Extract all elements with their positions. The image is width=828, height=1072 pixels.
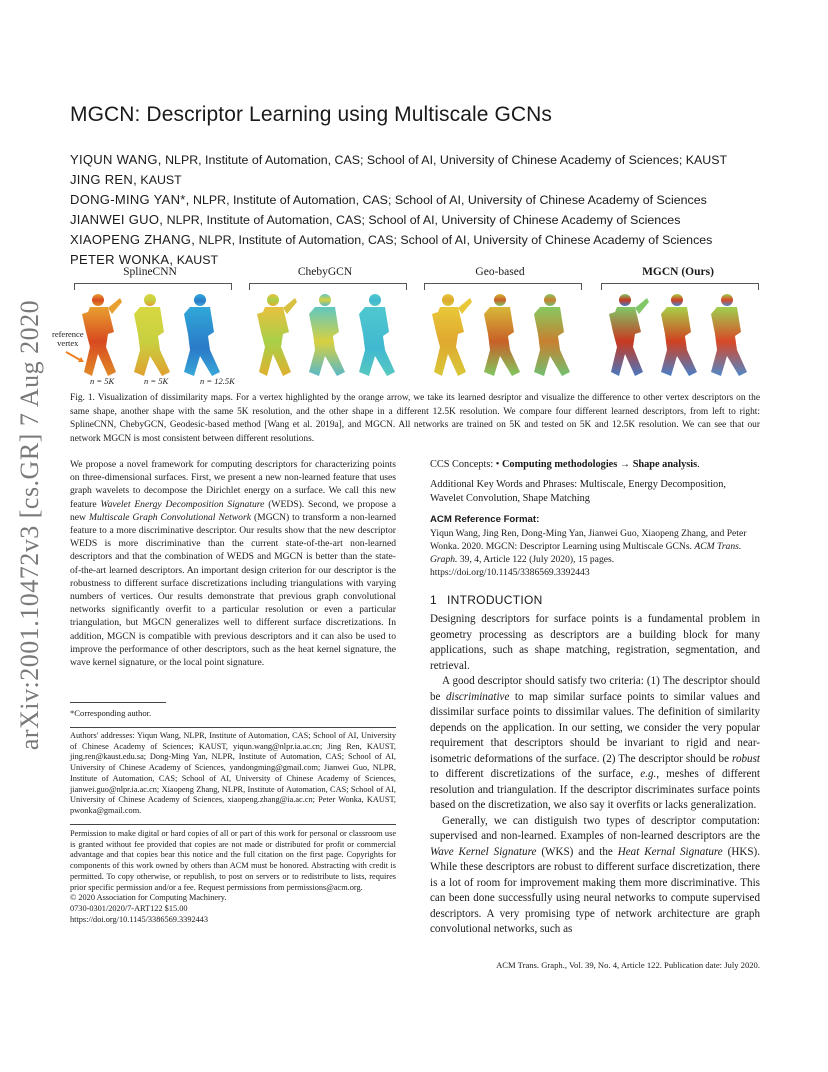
paragraph: Designing descriptors for surface points is a fundamental problem in geometry processing as descriptors are a building block for many applications, such as shape matching, registration, segmentation, and retrieval.	[430, 613, 760, 672]
author-name: JING REN,	[70, 172, 137, 187]
author-line	[70, 210, 770, 230]
text-run: , meshes of different resolution and triangulation. If the descriptor discriminates surface points based on the discretization, we also say it overfits or lacks generalization.	[430, 768, 760, 811]
text-run: (WKS) and the	[536, 845, 618, 858]
footnote-divider	[70, 702, 166, 703]
acm-reference-text	[430, 527, 760, 579]
author-affiliation: NLPR, Institute of Automation, CAS; School of AI, University of Chinese Academy of Sciences	[189, 193, 707, 207]
dissimilarity-map-shape	[605, 292, 651, 382]
keywords: Additional Key Words and Phrases: Multiscale, Energy Decomposition, Wavelet Convolution, Shape Matching	[430, 479, 726, 504]
dissimilarity-map-shape	[78, 292, 124, 382]
page-footer: ACM Trans. Graph., Vol. 39, No. 4, Article 122. Publication date: July 2020.	[496, 960, 760, 970]
figure-group-label: MGCN (Ours)	[642, 266, 714, 278]
dissimilarity-map-shape	[253, 292, 299, 382]
author-name: DONG-MING YAN*,	[70, 192, 190, 207]
dissimilarity-map-shape	[178, 292, 224, 382]
author-name: JIANWEI GUO,	[70, 212, 164, 227]
abstract-text: (MGCN) to transform a non-learned feature to a more discriminative descriptor. Our results show that the new descriptor WEDS is more discriminative than the current state-of-the-art non-learned descriptors and that the combination of WEDS and MGCN is better than the state-of-the-art learned descriptors. An important design criterion for our descriptor is the robustness to different surface discretizations including triangulations with varying numbers of vertices. Our results demonstrate that previous graph convolutional networks significantly overfit to a particular resolution or even a particular triangulation, but MGCN generalizes well to different surface discretizations. In addition, MGCN is compatible with previous descriptors and it can also be used to improve the performance of other descriptors, such as the heat kernel signature, the wave kernel signature, or the local point signature.	[70, 511, 397, 669]
figure-group-label: SplineCNN	[123, 266, 177, 278]
permission-divider	[70, 824, 396, 825]
abstract-text: We propose a novel framework for computing descriptors for characterizing points on three-dimensional surfaces. First, we present a new non-learned feature that uses graph wavelets to decompose the Dirichlet energy on a surface. We call this new feature	[70, 459, 396, 510]
emphasis: robust	[732, 752, 760, 765]
ccs-concept: Computing methodologies → Shape analysis	[501, 459, 698, 470]
reference-label-line: vertex	[57, 338, 79, 348]
acm-reference-heading: ACM Reference Format:	[430, 514, 540, 525]
emphasis: e.g.	[640, 768, 657, 780]
introduction-body	[430, 612, 760, 938]
corresponding-author-note: *Corresponding author.	[70, 708, 152, 718]
dissimilarity-map-shape	[705, 292, 751, 382]
acm-ref-part: 39, 4, Article 122 (July 2020), 15 pages. https://doi.org/10.1145/3386569.3392443	[430, 554, 615, 578]
dissimilarity-map-shape	[528, 292, 574, 382]
ccs-concepts	[430, 458, 760, 472]
author-line	[70, 170, 770, 190]
author-name: PETER WONKA,	[70, 252, 174, 267]
arxiv-stamp	[10, 285, 50, 765]
paper-title: MGCN: Descriptor Learning using Multiscale GCNs	[70, 103, 553, 126]
resolution-label: n = 12.5K	[200, 376, 235, 386]
teaser-figure	[52, 266, 760, 388]
group-bracket	[601, 283, 759, 290]
author-line	[70, 230, 770, 250]
paragraph	[430, 674, 760, 814]
text-run: to different discretizations of the surface,	[430, 768, 641, 780]
author-affiliation: KAUST	[173, 253, 219, 267]
figure-group-label: ChebyGCN	[297, 266, 353, 278]
author-affiliation: NLPR, Institute of Automation, CAS; School of AI, University of Chinese Academy of Sciences	[163, 213, 681, 227]
dissimilarity-map-shape	[428, 292, 474, 382]
permission-block	[70, 829, 396, 925]
section-number: 1	[430, 593, 437, 607]
acm-ref-part: Yiqun Wang, Jing Ren, Dong-Ming Yan, Jianwei Guo, Xiaopeng Zhang, and Peter Wonka. 2020. MGCN: Descriptor Learning using Multiscale GCNs.	[430, 528, 747, 552]
reference-label-line: reference	[52, 329, 84, 339]
abstract-emphasis: Wavelet Energy Decomposition Signature	[100, 498, 265, 510]
author-name: XIAOPENG ZHANG,	[70, 232, 196, 247]
group-bracket	[424, 283, 582, 290]
copyright-line: © 2020 Association for Computing Machinery.	[70, 893, 227, 903]
abstract-emphasis: Multiscale Graph Convolutional Network	[89, 511, 251, 523]
group-bracket	[74, 283, 232, 290]
section-title: INTRODUCTION	[446, 593, 543, 607]
group-bracket	[249, 283, 407, 290]
author-affiliation: KAUST	[136, 173, 182, 187]
right-column	[430, 458, 760, 938]
paragraph	[430, 814, 760, 938]
figure-group-label: Geo-based	[475, 266, 525, 278]
dissimilarity-map-shape	[655, 292, 701, 382]
author-line	[70, 190, 770, 210]
acm-ref-journal: ACM Trans. Graph.	[430, 541, 742, 565]
arxiv-id: arXiv:2001.10472v3 [cs.GR] 7 Aug 2020	[15, 299, 44, 751]
section-heading-introduction	[430, 593, 760, 607]
author-list	[70, 150, 770, 270]
dissimilarity-map-shape	[353, 292, 399, 382]
author-line	[70, 150, 770, 170]
emphasis: Heat Kernal Signature	[617, 845, 723, 858]
ccs-suffix: .	[697, 459, 700, 470]
emphasis: Wave Kernel Signature	[430, 845, 537, 858]
text-run: (HKS). While these descriptors are robust to different surface discretization, there is a lot of room for improvement making them more discriminative. This can been done successfully using neural networks to compute supervised descriptors. A very promising type of network architecture are graph convolutional networks, such as	[430, 845, 760, 935]
abstract	[70, 458, 396, 669]
text-run: to map similar surface points to similar values and dissimilar surface points to dissimilar values. The definition of similarity depends on the application. In our setting, we consider the very popular requirement that descriptors should be invariant to rigid and near-isometric deformations of the surface. (2) The descriptor should be	[430, 690, 760, 765]
resolution-label: n = 5K	[90, 376, 115, 386]
abstract-text: (WEDS). Second, we propose a new	[70, 498, 397, 523]
figure-caption: Fig. 1. Visualization of dissimilarity maps. For a vertex highlighted by the orange arrow, we take its learned desriptor and visualize the difference to other vertex descriptors on the same shape, another shape with the same 5K resolution, and the other shape in a different 12.5K resolution. We compare four different learned descriptors, from left to right: SplineCNN, ChebyGCN, Geodesic-based method [Wang et al. 2019a], and MGCN. All networks are trained on 5K and tested on 5K and 12.5K resolution. We can see that our network MGCN is most consistent between different resolutions.	[70, 393, 760, 444]
emphasis: discriminative	[445, 690, 510, 703]
dissimilarity-map-shape	[303, 292, 349, 382]
issn-line: 0730-0301/2020/7-ART122 $15.00	[70, 903, 188, 913]
address-divider	[70, 727, 396, 728]
permission-text: Permission to make digital or hard copies of all or part of this work for personal or classroom use is granted without fee provided that copies are not made or distributed for profit or commercial advantage and that copies bear this notice and the full citation on the first page. Copyrights for components of this work owned by others than ACM must be honored. Abstracting with credit is permitted. To copy otherwise, or republish, to post on servers or to redistribute to lists, requires prior specific permission and/or a fee. Request permissions from permissions@acm.org.	[70, 829, 396, 892]
resolution-label: n = 5K	[144, 376, 169, 386]
author-affiliation: NLPR, Institute of Automation, CAS; School of AI, University of Chinese Academy of Sciences; KAUST	[161, 153, 728, 167]
text-run: Generally, we can distiguish two types of descriptor computation: supervised and non-learned. Examples of non-learned descriptors are the	[430, 814, 760, 842]
author-affiliation: NLPR, Institute of Automation, CAS; School of AI, University of Chinese Academy of Sciences	[195, 233, 713, 247]
author-name: YIQUN WANG,	[70, 152, 162, 167]
text-run: A good descriptor should satisfy two criteria: (1) The descriptor should be	[430, 675, 760, 703]
dissimilarity-map-shape	[478, 292, 524, 382]
dissimilarity-map-shape	[128, 292, 174, 382]
ccs-prefix: CCS Concepts: •	[430, 459, 502, 470]
doi-link[interactable]: https://doi.org/10.1145/3386569.3392443	[70, 914, 209, 924]
author-addresses: Authors' addresses: Yiqun Wang, NLPR, Institute of Automation, CAS; School of AI, University of Chinese Academy of Sciences; KAUST, yiqun.wang@nlpr.ia.ac.cn; Jing Ren, KAUST, jing.ren@kaust.edu.sa; Dong-Ming Yan, NLPR, Institute of Automation, CAS; School of AI, University of Chinese Academy of Sciences, yandongming@gmail.com; Jianwei Guo, NLPR, Institute of Automation, CAS; School of AI, University of Chinese Academy of Sciences, jianwei.guo@nlpr.ia.ac.cn; Xiaopeng Zhang, NLPR, Institute of Automation, CAS; School of AI, University of Chinese Academy of Sciences, xiaopeng.zhang@ia.ac.cn; Peter Wonka, KAUST, pwonka@gmail.com.	[70, 731, 396, 815]
